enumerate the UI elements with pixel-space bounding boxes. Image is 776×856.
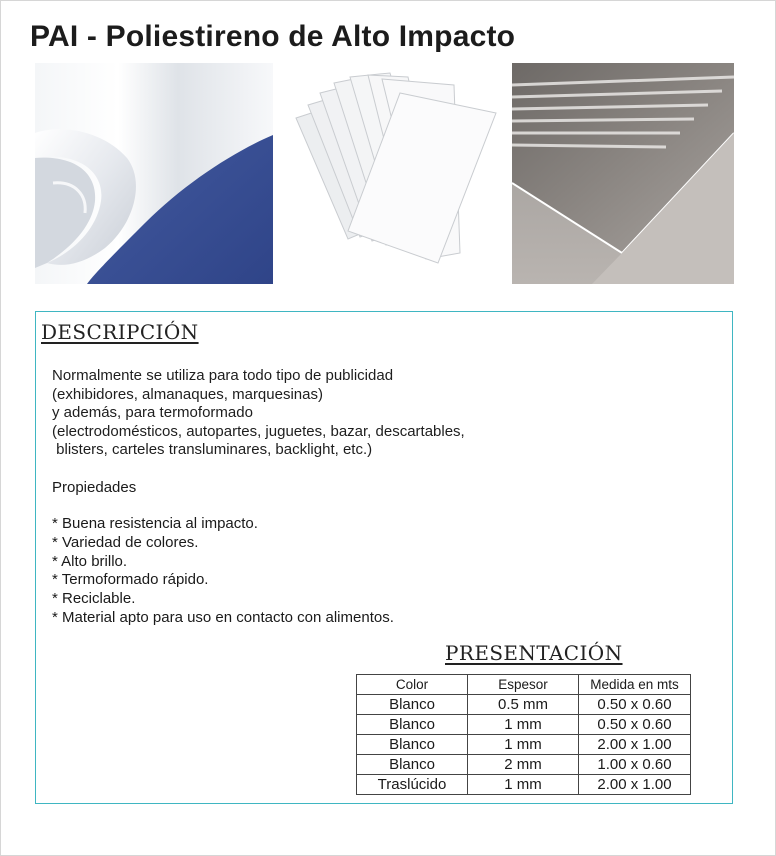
table-row [357,775,691,795]
properties-title: Propiedades [52,479,137,496]
property-item: * Termoformado rápido. [52,571,209,589]
property-item: * Reciclable. [52,590,136,608]
property-item: * Material apto para uso en contacto con alimentos. [52,608,394,626]
description-line: y además, para termoformado [52,404,253,421]
table-row [357,695,691,715]
table-header-row [357,675,691,695]
presentation-heading: PRESENTACIÓN [445,641,623,665]
fanned-white-sheets-photo [290,63,502,284]
column-header-color: Color [357,675,468,695]
cell-size: 1.00 x 0.60 [579,755,691,775]
cell-color: Traslúcido [357,775,468,795]
table-row [357,755,691,775]
property-item: * Alto brillo. [52,552,128,570]
cell-size: 0.50 x 0.60 [579,715,691,735]
description-heading: DESCRIPCIÓN [41,320,199,344]
cell-color: Blanco [357,755,468,775]
description-line: blisters, carteles transluminares, backlight, etc.) [52,441,373,458]
table-row [357,735,691,755]
property-item: * Variedad de colores. [52,533,199,551]
description-line: (electrodomésticos, autopartes, juguetes, bazar, descartables, [52,422,465,440]
cell-thickness: 1 mm [468,715,579,735]
property-item: * Buena resistencia al impacto. [52,515,258,532]
cell-size: 2.00 x 1.00 [579,735,691,755]
table-row [357,715,691,735]
column-header-size: Medida en mts [579,675,691,695]
cell-thickness: 1 mm [468,775,579,795]
description-line: (exhibidores, almanaques, marquesinas) [52,385,323,403]
translucent-sheet-photo [512,63,734,284]
page-title: PAI - Poliestireno de Alto Impacto [30,20,516,53]
presentation-table [356,674,691,795]
cell-thickness: 2 mm [468,755,579,775]
cell-size: 0.50 x 0.60 [579,695,691,715]
cell-color: Blanco [357,715,468,735]
curled-white-sheet-photo [35,63,273,284]
cell-color: Blanco [357,735,468,755]
description-text [52,367,465,460]
cell-color: Blanco [357,695,468,715]
description-box [35,311,733,804]
cell-size: 2.00 x 1.00 [579,775,691,795]
properties-list [52,515,394,628]
cell-thickness: 0.5 mm [468,695,579,715]
description-line: Normalmente se utiliza para todo tipo de publicidad [52,367,394,384]
cell-thickness: 1 mm [468,735,579,755]
column-header-thickness: Espesor [468,675,579,695]
